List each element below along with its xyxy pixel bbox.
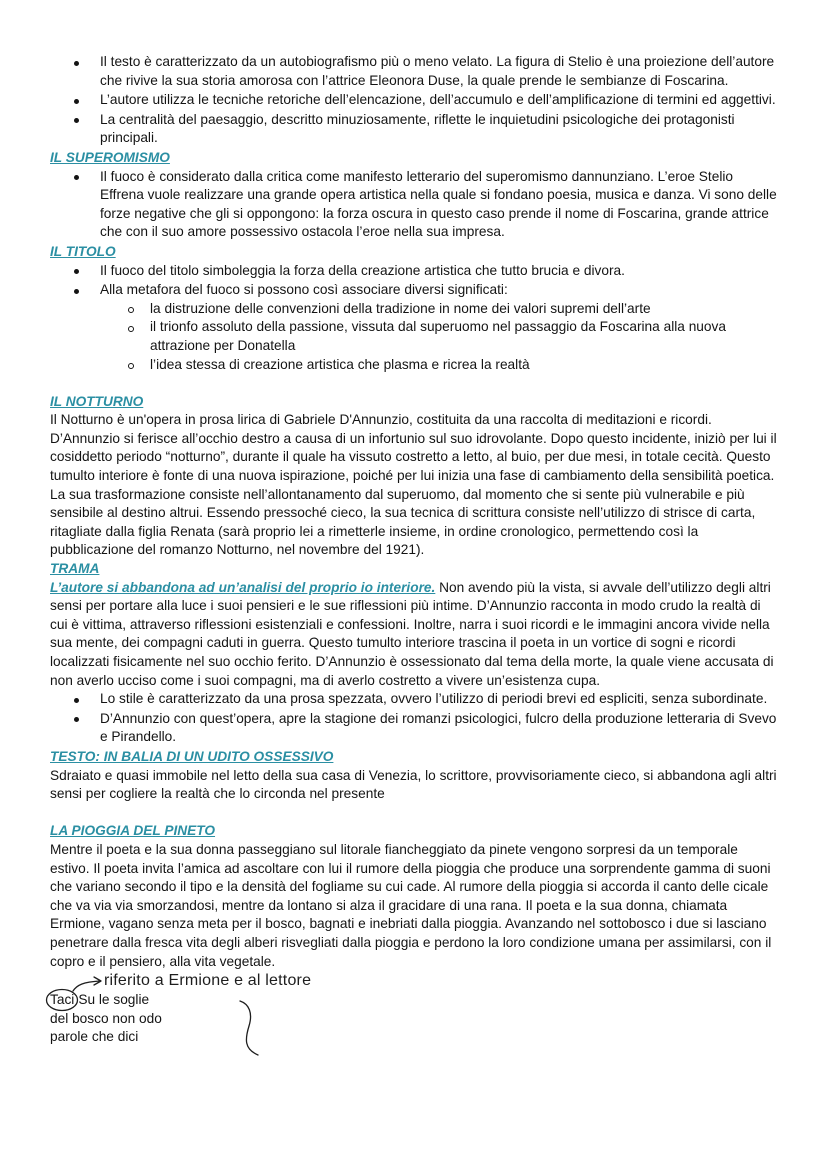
testo-paragraph: Sdraiato e quasi immobile nel letto della sua casa di Venezia, lo scrittore, provvisoriamente cieco, si abbandona agli altri sensi per cogliere la realtà che lo circonda nel presente [50,767,777,802]
poem-line [50,991,350,1010]
list-item: Il fuoco del titolo simboleggia la forza della creazione artistica che tutto brucia e divora. [100,262,780,281]
heading-pioggia: LA PIOGGIA DEL PINETO [50,823,216,839]
superomismo-bullet-list [50,168,780,242]
poem-line: parole che dici [50,1029,139,1045]
trama-paragraph [50,579,780,691]
poem-line: del bosco non odo [50,1010,162,1026]
sub-list-item: la distruzione delle convenzioni della tradizione in nome dei valori supremi dell’arte [150,300,780,319]
list-item: Il fuoco è considerato dalla critica come manifesto letterario del superomismo dannunziano. L’eroe Stelio Effrena vuole realizzare una grande opera artistica nella quale si fondano poesia, musica e danza. Vi sono delle forze negative che gli si oppongono: la forza oscura in questo caso prende il nome di Foscarina, grande attrice che con il suo amore possessivo ostacola l’eroe nella sua impresa. [100,168,780,242]
heading-titolo: IL TITOLO [50,243,116,259]
trama-highlight: L’autore si abbandona ad un’analisi del proprio io interiore. [50,579,436,595]
heading-notturno: IL NOTTURNO [50,393,144,409]
handwritten-annotation: riferito a Ermione e al lettore [104,972,312,990]
list-item [100,281,780,374]
intro-bullet-list [50,53,780,148]
heading-trama: TRAMA [50,561,100,577]
list-item: L’autore utilizza le tecniche retoriche dell’elencazione, dell’accumulo e dell’amplificazione di termini ed aggettivi. [100,91,780,110]
heading-superomismo: IL SUPEROMISMO [50,149,170,165]
list-item: Il testo è caratterizzato da un autobiografismo più o meno velato. La figura di Stelio è una proiezione dell’autore che rivive la sua storia amorosa con l’attrice Eleonora Duse, la quale prende le sembianze di Foscarina. [100,53,780,90]
notturno-paragraph: Il Notturno è un'opera in prosa lirica di Gabriele D'Annunzio, costituita da una raccolta di meditazioni e ricordi. D’Annunzio si ferisce all’occhio destro a causa di un infortunio sul suo idrovolante. Dopo questo incidente, iniziò per lui il cosiddetto periodo “notturno”, durante il quale ha vissuto costretto a letto, al buio, per due mesi, in totale cecità. Questo tumulto interiore è fonte di una nuova ispirazione, poiché per lui inizia una fase di cambiamento della sensibilità poetica. La sua trasformazione consiste nell’allontanamento dal superuomo, dal momento che si sente più vulnerabile e più sensibile al destino altrui. Essendo pressoché cieco, la sua tecnica di scrittura consiste nell’utilizzo di strisce di carta, ritagliate dalla figlia Renata (sarà proprio lei a rimetterle insieme, in ordine cronologico, permettendo così la pubblicazione del romanzo Notturno, nel novembre del 1921). [50,412,777,558]
poem-line-text: Su le soglie [78,992,150,1008]
heading-testo: TESTO: IN BALIA DI UN UDITO OSSESSIVO [50,748,334,764]
poem-excerpt [50,971,350,1047]
list-item: D’Annunzio con quest’opera, apre la stagione dei romanzi psicologici, fulcro della produzione letteraria di Svevo e Pirandello. [100,710,780,747]
sub-list-item: il trionfo assoluto della passione, vissuta dal superuomo nel passaggio da Foscarina alla nuova attrazione per Donatella [150,318,780,355]
titolo-sub-bullet-list [100,300,780,374]
pioggia-paragraph: Mentre il poeta e la sua donna passeggiano sul litorale fiancheggiato da pinete vengono sorpresi da un temporale estivo. Il poeta invita l’amica ad ascoltare con lui il rumore della pioggia che produce una sorprendente gamma di suoni che variano secondo il tipo e la densità del fogliame su cui cade. Al rumore della pioggia si accorda il canto delle cicale che va via via smorzandosi, mentre da lontano si alza il gracidare di una rana. Il poeta e la sua donna, chiamata Ermione, vagano senza meta per il bosco, bagnati e inebriati dalla pioggia. Avanzando nel sottobosco i due si lasciano penetrare dalla fresca vita degli alberi risvegliati dalla pioggia e perdono la loro condizione umana per assimilarsi, con il copro e il pensiero, alla vita vegetale. [50,841,772,969]
trama-bullet-list [50,690,780,747]
poem-word-circled: Taci [50,992,75,1008]
list-item: La centralità del paesaggio, descritto minuziosamente, riflette le inquietudini psicologiche dei protagonisti principali. [100,111,780,148]
sub-list-item: l’idea stessa di creazione artistica che plasma e ricrea la realtà [150,356,780,375]
list-item-text: Alla metafora del fuoco si possono così associare diversi significati: [100,282,508,298]
trama-paragraph-text: Non avendo più la vista, si avvale dell’utilizzo degli altri sensi per portare alla luce i suoi pensieri e le sue riflessioni più intime. D’Annunzio racconta in modo crudo la realtà di cui è vittima, attraverso riflessioni esistenziali e confessioni. Inoltre, narra i suoi ricordi e le immagini ancora vivide nella sua mente, dei compagni caduti in guerra. Questo tumulto interiore trascina il poeta in un vortice di sogni e ricordi localizzati fisicamente nel suo occhio ferito. D’Annunzio è ossessionato dal tema della morte, la quale viene accusata di non averlo ucciso come i suoi compagni, ma di averlo costretto a vivere un’esistenza cupa. [50,579,774,688]
titolo-bullet-list [50,262,780,375]
list-item: Lo stile è caratterizzato da una prosa spezzata, ovvero l’utilizzo di periodi brevi ed espliciti, senza subordinate. [100,690,780,709]
